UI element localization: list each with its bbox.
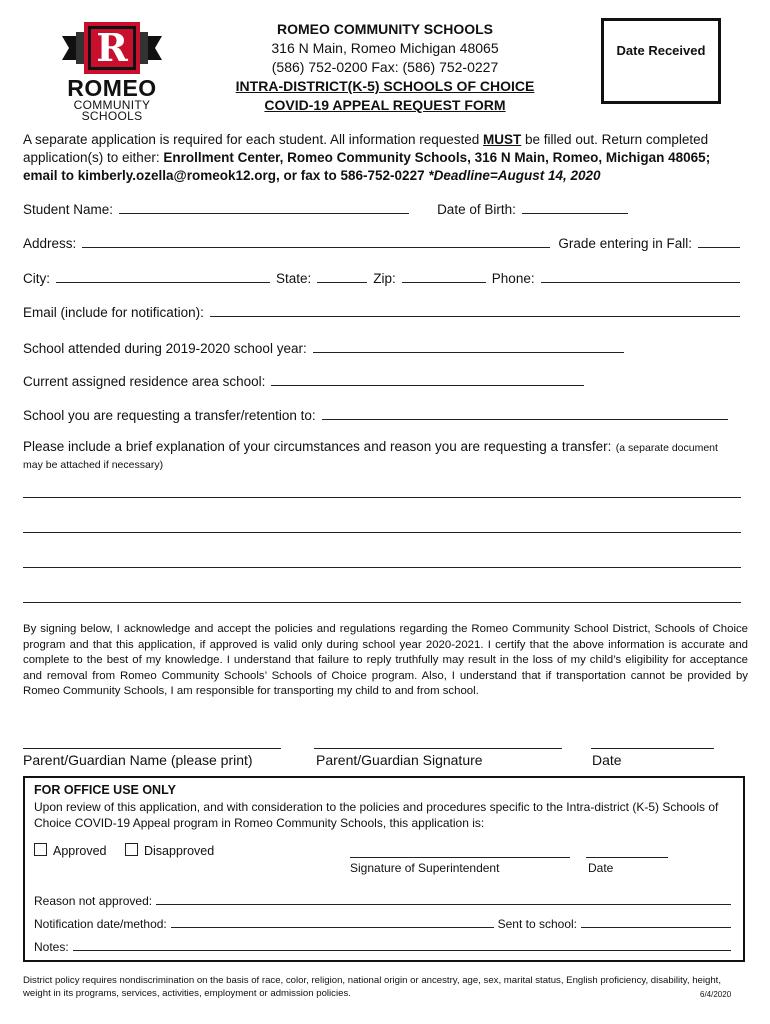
logo-letter: R — [96, 25, 128, 70]
notification-line[interactable] — [171, 927, 494, 928]
address-line[interactable] — [82, 246, 550, 248]
superintendent-line[interactable] — [350, 857, 570, 858]
guardian-name-label: Parent/Guardian Name (please print) — [23, 752, 253, 768]
state-label: State: — [276, 271, 312, 286]
date-received-box[interactable] — [601, 18, 721, 104]
date-received-label: Date Received — [616, 43, 706, 58]
office-use-box — [23, 776, 745, 962]
acknowledgment-text: By signing below, I acknowledge and accept the policies and regulations regarding the Romeo Community School District, Schools of Choice program and that this application, if approved is valid only during school year 2020-2021. I certify that the above information is accurate and complete to the best of my knowledge. I understand that failure to reply truthfully may result in the loss of my child’s eligibility for acceptance and removal from Romeo Community Schools’ Schools of Choice program. Also, I understand that if transportation cannot be provided by Romeo Community Schools, I am responsible for transporting my child to and from school. — [23, 623, 748, 697]
logo-name: ROMEO — [67, 75, 157, 101]
email-line[interactable] — [210, 315, 740, 317]
form-title-1: INTRA-DISTRICT(K-5) SCHOOLS OF CHOICE — [235, 78, 535, 94]
disapproved-label: Disapproved — [144, 844, 215, 858]
explanation-line-3[interactable] — [23, 567, 741, 568]
grade-line[interactable] — [698, 246, 740, 248]
explanation-prompt — [23, 439, 748, 473]
org-address: 316 N Main, Romeo Michigan 48065 — [271, 40, 499, 56]
notification-row — [34, 915, 731, 931]
guardian-name-line[interactable] — [23, 748, 281, 749]
student-name-label: Student Name: — [23, 202, 114, 217]
reason-line[interactable] — [156, 904, 731, 905]
guardian-date-line[interactable] — [591, 748, 714, 749]
explanation-line-4[interactable] — [23, 602, 741, 603]
intro-part-1: A separate application is required for each student. All information requested — [23, 132, 484, 147]
explanation-note-2: may be attached if necessary) — [23, 459, 164, 471]
notes-line[interactable] — [73, 950, 731, 951]
explanation-line-1[interactable] — [23, 497, 741, 498]
intro-text — [23, 131, 748, 185]
residence-school-line[interactable] — [271, 384, 584, 386]
dob-line[interactable] — [522, 212, 628, 214]
row-student — [23, 199, 746, 217]
form-header — [190, 20, 580, 115]
state-line[interactable] — [317, 281, 367, 283]
guardian-date-label: Date — [592, 752, 622, 768]
notes-label: Notes: — [34, 940, 69, 954]
district-logo — [62, 18, 162, 122]
requesting-school-label: School you are requesting a transfer/retention to: — [23, 408, 316, 423]
requesting-school-line[interactable] — [322, 418, 728, 420]
row-requesting-school — [23, 405, 734, 423]
row-residence-school — [23, 371, 590, 389]
intro-deadline: *Deadline=August 14, 2020 — [428, 168, 601, 183]
explanation-line-2[interactable] — [23, 532, 741, 533]
residence-school-label: Current assigned residence area school: — [23, 374, 266, 389]
city-label: City: — [23, 271, 50, 286]
org-phones: (586) 752-0200 Fax: (586) 752-0227 — [271, 59, 499, 75]
email-label: Email (include for notification): — [23, 305, 204, 320]
dob-label: Date of Birth: — [437, 202, 516, 217]
disapproved-checkbox[interactable] — [125, 843, 138, 856]
office-title: FOR OFFICE USE ONLY — [34, 783, 176, 797]
phone-label: Phone: — [491, 271, 535, 286]
guardian-signature-line[interactable] — [314, 748, 562, 749]
row-city — [23, 268, 746, 286]
explanation-label: Please include a brief explanation of your circumstances and reason you are requesting a transfer: — [23, 439, 612, 454]
city-line[interactable] — [56, 281, 270, 283]
superintendent-label: Signature of Superintendent — [350, 861, 500, 875]
guardian-signature-label: Parent/Guardian Signature — [316, 752, 483, 768]
reason-row — [34, 892, 731, 908]
superintendent-date-label: Date — [588, 861, 614, 875]
sent-to-label: Sent to school: — [497, 917, 577, 931]
zip-line[interactable] — [402, 281, 486, 283]
logo-sub-1: COMMUNITY — [73, 98, 151, 112]
footer-policy: District policy requires nondiscrimination on the basis of race, color, religion, national origin or ancestry, age, sex, marital status, English proficiency, disability, height, weight in its programs, services, activities, employment or admission policies. — [23, 975, 722, 999]
intro-must: MUST — [483, 132, 522, 147]
student-name-line[interactable] — [119, 212, 409, 214]
address-label: Address: — [23, 236, 77, 251]
logo-sub-2: SCHOOLS — [81, 109, 143, 123]
row-email — [23, 302, 746, 320]
org-name: ROMEO COMMUNITY SCHOOLS — [277, 21, 493, 37]
explanation-note-1: (a separate document — [615, 442, 718, 454]
approved-checkbox[interactable] — [34, 843, 47, 856]
office-text: Upon review of this application, and with consideration to the policies and procedures specific to the Intra-district (K-5) Schools of Choice COVID-19 Appeal program in Romeo Community Schools, this application is: — [34, 800, 719, 830]
approved-option[interactable] — [34, 843, 107, 858]
grade-label: Grade entering in Fall: — [558, 236, 692, 251]
intro-bold: Enrollment Center, Romeo Community Schools, 316 N Main, Romeo, Michigan 48065; email to kimberly.ozella@romeok12.org, or fax to 586-752-0227 — [23, 150, 711, 183]
phone-line[interactable] — [541, 281, 740, 283]
zip-label: Zip: — [373, 271, 396, 286]
intro-part-2: be filled out. Return completed application(s) to either: — [23, 132, 709, 165]
form-title-2: COVID-19 APPEAL REQUEST FORM — [264, 97, 506, 113]
approved-label: Approved — [53, 844, 107, 858]
notification-label: Notification date/method: — [34, 917, 167, 931]
sent-to-line[interactable] — [581, 927, 731, 928]
school-attended-line[interactable] — [313, 351, 624, 353]
row-address — [23, 233, 746, 251]
disapproved-option[interactable] — [125, 843, 214, 858]
school-attended-label: School attended during 2019-2020 school year: — [23, 341, 307, 356]
superintendent-date-line[interactable] — [586, 857, 668, 858]
row-school-attended — [23, 338, 630, 356]
reason-label: Reason not approved: — [34, 894, 153, 908]
footer-date: 6/4/2020 — [700, 990, 732, 999]
notes-row — [34, 938, 731, 954]
